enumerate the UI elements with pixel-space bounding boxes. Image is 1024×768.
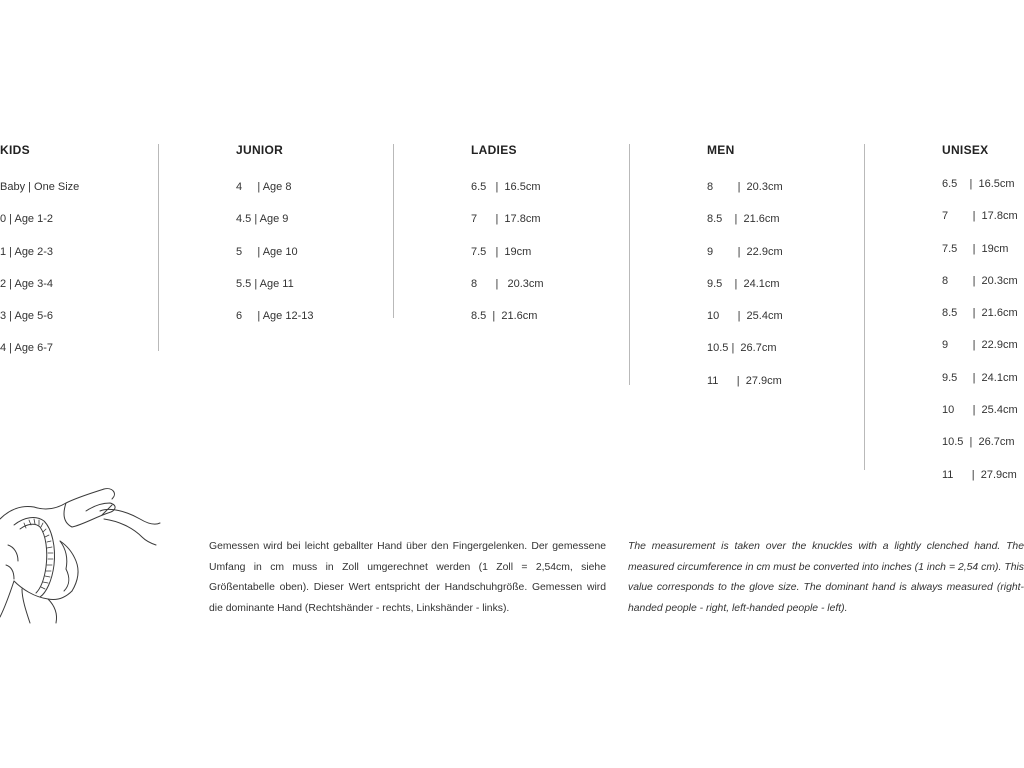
list-item: 7.5 | 19cm <box>942 242 1009 255</box>
column-title-unisex: UNISEX <box>942 143 989 157</box>
hand-measuring-tape-icon <box>0 485 162 627</box>
list-item: 11 | 27.9cm <box>707 374 782 387</box>
list-item: 4.5 | Age 9 <box>236 213 289 226</box>
column-divider <box>393 144 394 318</box>
size-list-men <box>707 180 857 406</box>
column-title-junior: JUNIOR <box>236 143 284 157</box>
list-item: 4 | Age 8 <box>236 181 292 193</box>
list-item: 2 | Age 3-4 <box>0 277 54 290</box>
list-item: Baby | One Size <box>0 181 80 193</box>
size-list-kids <box>0 180 150 374</box>
list-item: 8.5 | 21.6cm <box>942 307 1018 320</box>
list-item: 5.5 | Age 11 <box>236 277 294 290</box>
column-title-kids: KIDS <box>0 143 30 157</box>
list-item: 7.5 | 19cm <box>471 245 532 258</box>
list-item: 3 | Age 5-6 <box>0 310 54 323</box>
column-divider <box>158 144 159 351</box>
column-divider <box>629 144 630 385</box>
column-kids <box>0 142 150 374</box>
list-item: 10.5 | 26.7cm <box>707 342 777 355</box>
list-item: 11 | 27.9cm <box>942 468 1017 481</box>
list-item: 9.5 | 24.1cm <box>942 371 1018 384</box>
list-item: 5 | Age 10 <box>236 245 298 258</box>
list-item: 9 | 22.9cm <box>942 339 1018 352</box>
list-item: 7 | 17.8cm <box>942 210 1018 223</box>
list-item: 8.5 | 21.6cm <box>471 310 538 323</box>
list-item: 9.5 | 24.1cm <box>707 277 780 290</box>
column-ladies <box>471 142 621 341</box>
list-item: 6 | Age 12-13 <box>236 310 314 323</box>
list-item: 6.5 | 16.5cm <box>471 181 541 193</box>
measurement-description-en: The measurement is taken over the knuckles with a lightly clenched hand. The measured circumference in cm must be converted into inches (1 inch = 2,54 cm). This value corresponds to the glove size. The dominant hand is always measured (right-handed people - right, left-handed people - left). <box>628 541 1024 614</box>
column-title-men: MEN <box>707 143 735 157</box>
list-item: 6.5 | 16.5cm <box>942 178 1015 190</box>
list-item: 9 | 22.9cm <box>707 245 783 258</box>
list-item: 8 | 20.3cm <box>471 277 544 290</box>
list-item: 8 | 20.3cm <box>707 181 783 193</box>
list-item: 8 | 20.3cm <box>942 274 1018 287</box>
list-item: 10.5 | 26.7cm <box>942 436 1015 449</box>
list-item: 10 | 25.4cm <box>942 404 1018 417</box>
list-item: 0 | Age 1-2 <box>0 213 54 226</box>
column-title-ladies: LADIES <box>471 143 517 157</box>
list-item: 4 | Age 6-7 <box>0 342 54 355</box>
list-item: 10 | 25.4cm <box>707 310 783 323</box>
measurement-description-de: Gemessen wird bei leicht geballter Hand über den Fingergelenken. Der gemessene Umfang in cm muss in Zoll umgerechnet werden (1 Zoll = 2,54cm, siehe Größentabelle oben). Dieser Wert entspricht der Handschuhgröße. Gemessen wird die dominante Hand (Rechtshänder - rechts, Linkshänder - links). <box>209 541 606 614</box>
column-men <box>707 142 857 406</box>
list-item: 7 | 17.8cm <box>471 213 541 226</box>
size-list-ladies <box>471 180 621 341</box>
size-list-unisex <box>942 177 1024 500</box>
column-junior <box>236 142 386 341</box>
column-unisex <box>942 142 1024 500</box>
size-list-junior <box>236 180 386 341</box>
column-divider <box>864 144 865 470</box>
list-item: 1 | Age 2-3 <box>0 245 54 258</box>
list-item: 8.5 | 21.6cm <box>707 213 780 226</box>
